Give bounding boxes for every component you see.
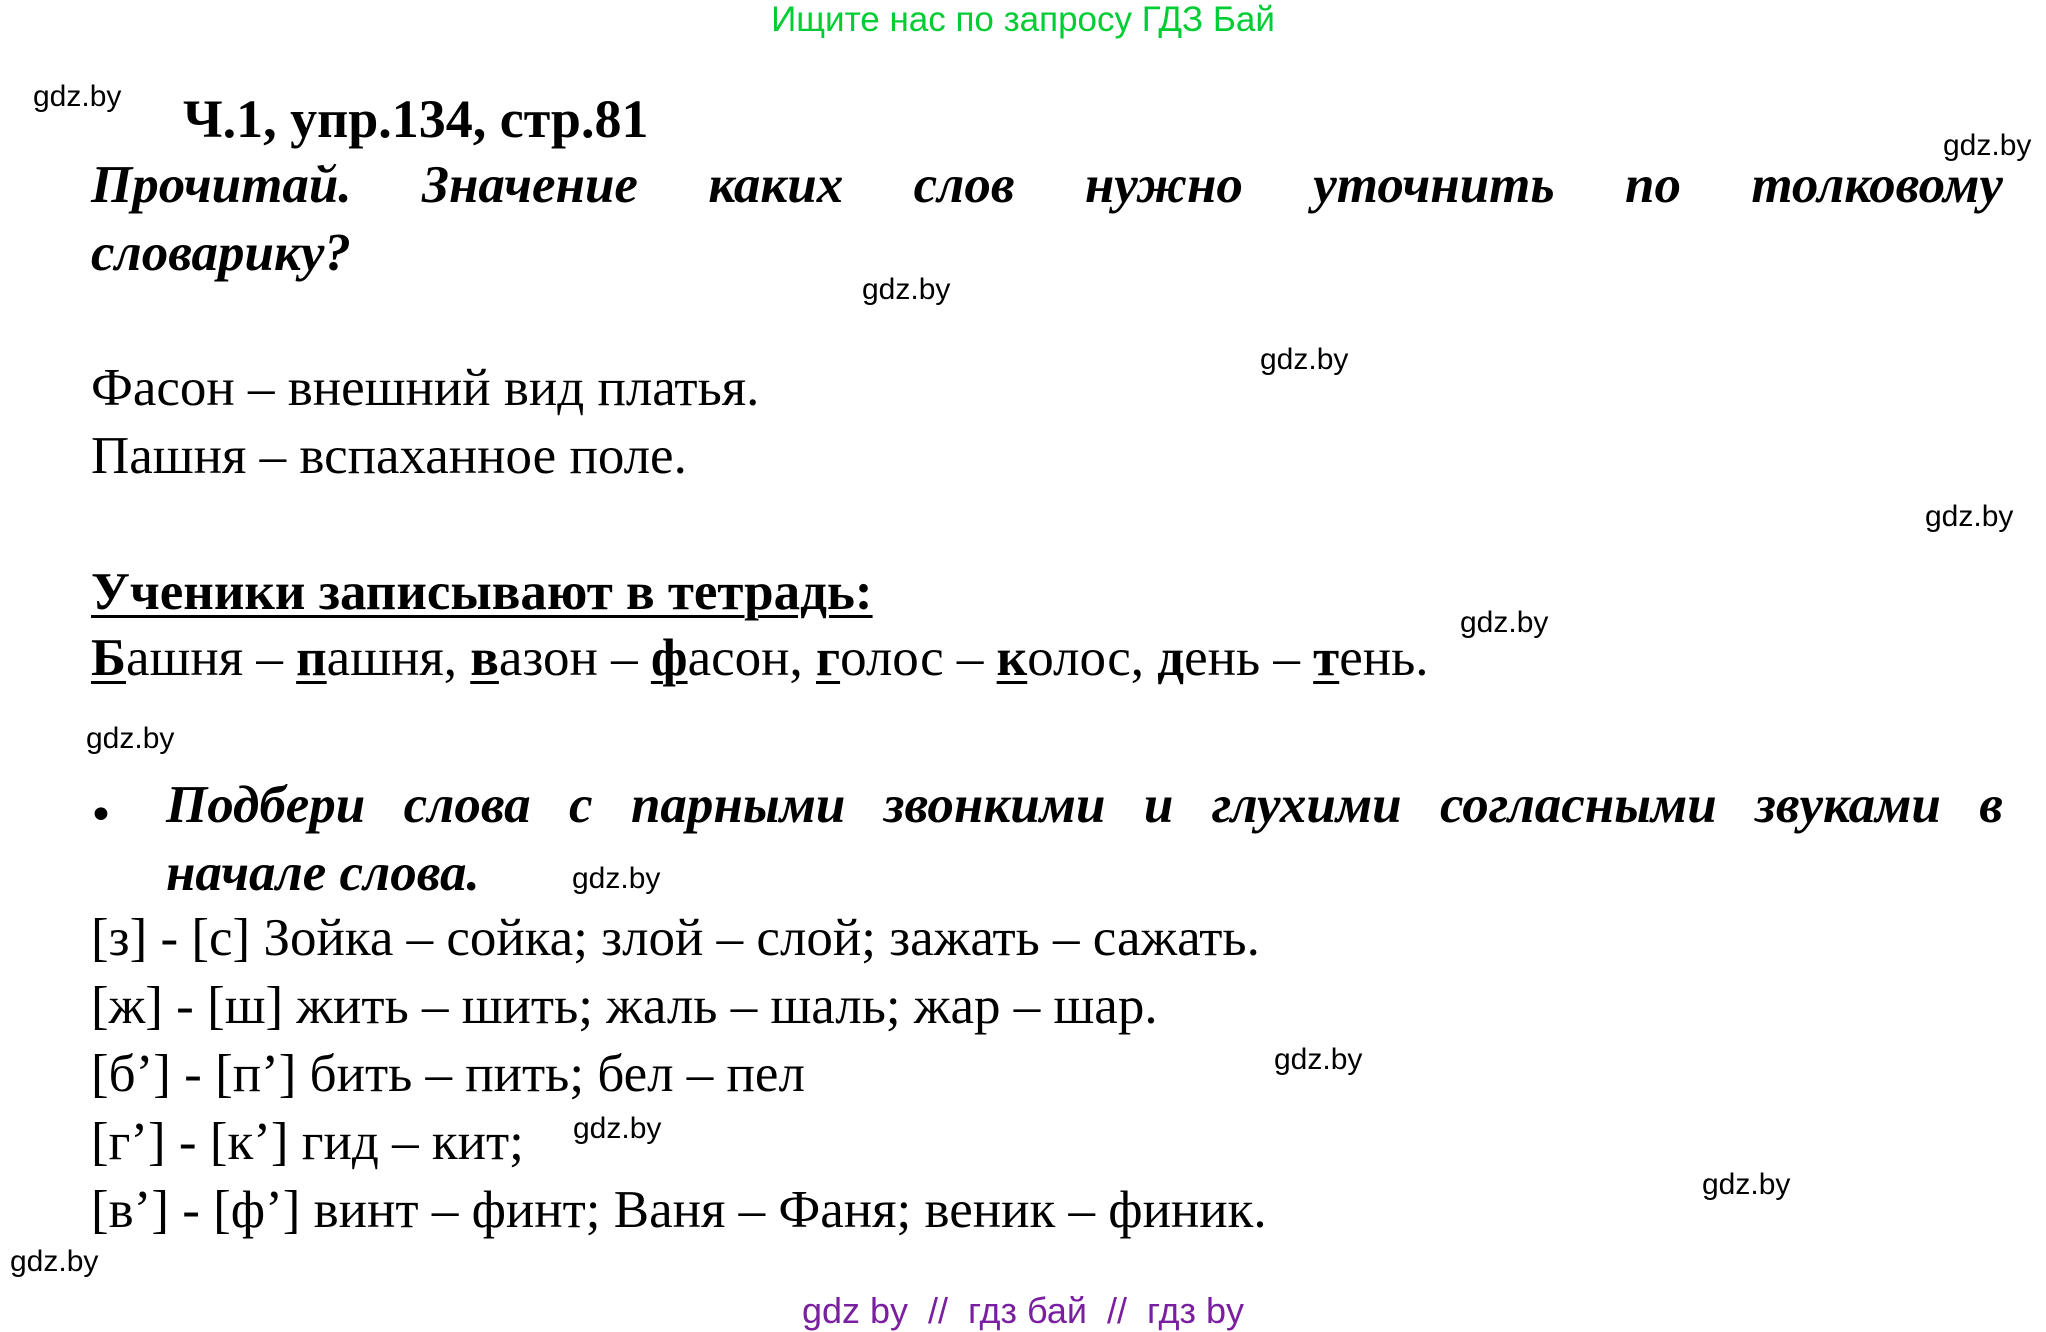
answer-line: [ж] - [ш] жить – шить; жаль – шаль; жар – шар. <box>91 977 1158 1035</box>
task-1-line-2: словарику? <box>91 224 351 282</box>
watermark: gdz.by <box>1274 1043 1363 1076</box>
watermark: gdz.by <box>1943 129 2032 162</box>
word-pairs-line <box>91 628 1429 688</box>
task-1-word: Значение <box>421 156 638 214</box>
watermark: gdz.by <box>86 722 175 755</box>
word-rest: ашня, <box>326 629 471 687</box>
definition-line: Пашня – вспаханное поле. <box>91 427 687 485</box>
task-1-word: Прочитай. <box>91 156 352 214</box>
task-2-word: звонкими <box>883 776 1106 834</box>
task-2-word: парными <box>630 776 846 834</box>
word-rest: ень. <box>1339 629 1429 687</box>
word-rest: асон, <box>687 629 816 687</box>
task-2-line-1 <box>166 775 2003 835</box>
underlined-letter: в <box>470 629 499 687</box>
watermark: gdz.by <box>573 1112 662 1145</box>
task-2-word: слова <box>403 776 531 834</box>
notebook-heading: Ученики записывают в тетрадь: <box>91 563 873 621</box>
task-1-word: слов <box>913 156 1015 214</box>
search-banner: Ищите нас по запросу ГДЗ Бай <box>771 0 1275 39</box>
answer-line: [в’] - [ф’] винт – финт; Ваня – Фаня; веник – финик. <box>91 1181 1267 1239</box>
underlined-letter: т <box>1313 629 1340 687</box>
word-rest: ашня – <box>126 629 297 687</box>
task-2-word: звуками <box>1755 776 1941 834</box>
task-2-word: глухими <box>1211 776 1402 834</box>
underlined-letter: п <box>296 629 327 687</box>
answer-line: [з] - [с] Зойка – сойка; злой – слой; зажать – сажать. <box>91 909 1260 967</box>
underlined-letter: д <box>1157 629 1185 687</box>
underlined-letter: г <box>815 629 841 687</box>
watermark: gdz.by <box>33 80 122 113</box>
task-2-word: согласными <box>1440 776 1717 834</box>
task-1-word: уточнить <box>1313 156 1555 214</box>
watermark: gdz.by <box>1460 606 1549 639</box>
watermark: gdz.by <box>1925 500 2014 533</box>
task-1-word: каких <box>708 156 844 214</box>
definition-line: Фасон – внешний вид платья. <box>91 359 760 417</box>
word-rest: олос – <box>840 629 997 687</box>
task-1-word: толковому <box>1751 156 2003 214</box>
task-2-word: и <box>1143 776 1174 834</box>
task-2-word: с <box>569 776 593 834</box>
answer-line: [б’] - [п’] бить – пить; бел – пел <box>91 1045 805 1103</box>
footer-links: gdz by // гдз бай // гдз by <box>801 1290 1245 1331</box>
task-1-word: по <box>1625 156 1681 214</box>
task-2-line-2: начале слова. <box>166 844 480 902</box>
watermark: gdz.by <box>1702 1168 1791 1201</box>
underlined-letter: к <box>996 629 1028 687</box>
underlined-letter: ф <box>650 629 688 687</box>
underlined-letter: Б <box>91 629 127 687</box>
task-1-line-1 <box>91 155 2003 215</box>
exercise-title: Ч.1, упр.134, стр.81 <box>183 89 649 149</box>
task-2-word: в <box>1979 776 2003 834</box>
watermark: gdz.by <box>862 273 951 306</box>
bullet-icon: • <box>88 790 114 841</box>
watermark: gdz.by <box>10 1245 99 1278</box>
word-rest: азон – <box>498 629 651 687</box>
word-rest: олос, <box>1027 629 1158 687</box>
watermark: gdz.by <box>572 862 661 895</box>
word-rest: ень – <box>1184 629 1314 687</box>
task-2-word: Подбери <box>166 776 366 834</box>
task-1-word: нужно <box>1084 156 1243 214</box>
answer-line: [г’] - [к’] гид – кит; <box>91 1113 524 1171</box>
watermark: gdz.by <box>1260 343 1349 376</box>
